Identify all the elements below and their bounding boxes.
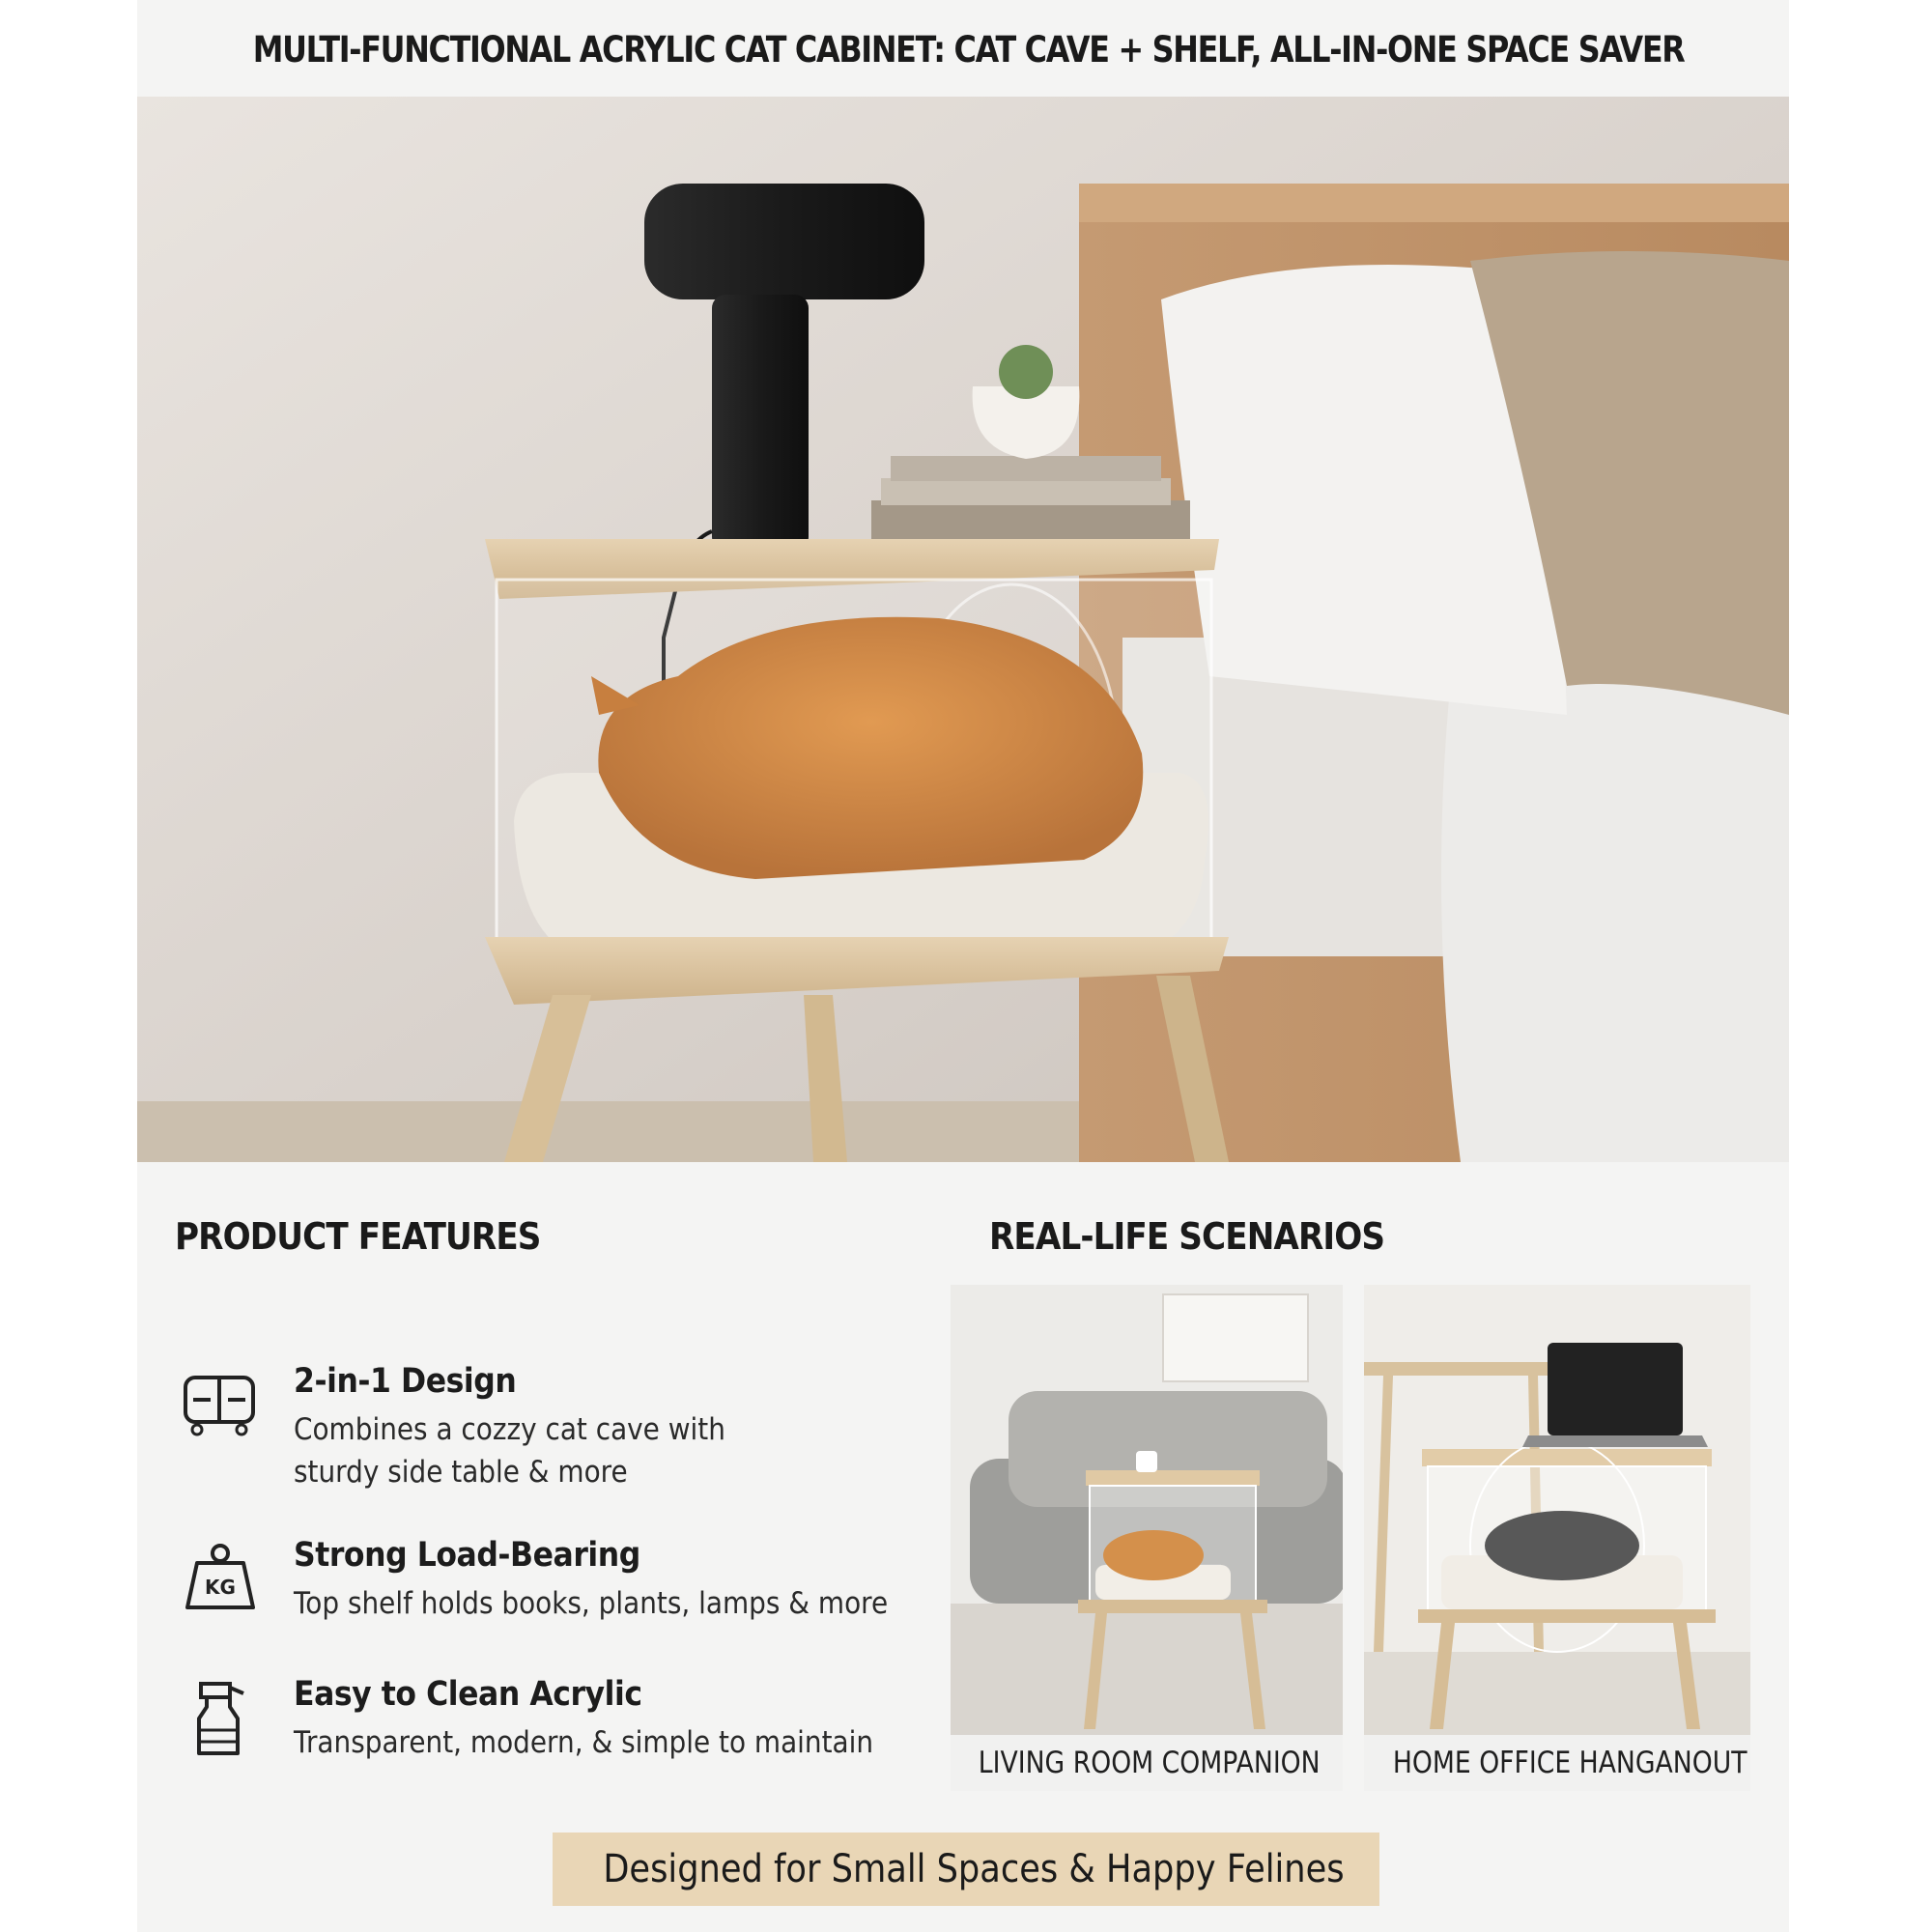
home-office-illustration xyxy=(1364,1285,1750,1735)
scenario-home-office xyxy=(1364,1285,1750,1791)
scenario-caption-home-office: HOME OFFICE HANGANOUT xyxy=(1364,1735,1750,1791)
spray-bottle-icon xyxy=(180,1676,261,1757)
feature-title-load: Strong Load-Bearing xyxy=(294,1536,640,1575)
tagline-banner: Designed for Small Spaces & Happy Felines xyxy=(553,1833,1379,1906)
feature-desc-load: Top shelf holds books, plants, lamps & more xyxy=(294,1586,889,1621)
features-heading: PRODUCT FEATURES xyxy=(175,1215,541,1258)
hero-illustration xyxy=(137,97,1789,1162)
feature-desc-clean: Transparent, modern, & simple to maintain xyxy=(294,1725,874,1760)
feature-desc-2in1-line2: sturdy side table & more xyxy=(294,1455,628,1490)
living-room-illustration xyxy=(951,1285,1343,1735)
scenario-living-room xyxy=(951,1285,1343,1791)
feature-desc-2in1-line1: Combines a cozzy cat cave with xyxy=(294,1412,725,1447)
svg-text:KG: KG xyxy=(205,1576,236,1599)
two-in-one-icon xyxy=(180,1364,261,1445)
page-title: MULTI-FUNCTIONAL ACRYLIC CAT CABINET: CAT CAVE + SHELF, ALL-IN-ONE SPACE SAVER xyxy=(252,29,1685,71)
feature-title-clean: Easy to Clean Acrylic xyxy=(294,1675,642,1714)
scenarios-heading: REAL-LIFE SCENARIOS xyxy=(989,1215,1385,1258)
weight-kg-icon xyxy=(180,1536,261,1617)
scenario-caption-living-room: LIVING ROOM COMPANION xyxy=(951,1735,1343,1791)
hero-product-image xyxy=(137,97,1789,1162)
feature-title-2in1: 2-in-1 Design xyxy=(294,1362,517,1401)
